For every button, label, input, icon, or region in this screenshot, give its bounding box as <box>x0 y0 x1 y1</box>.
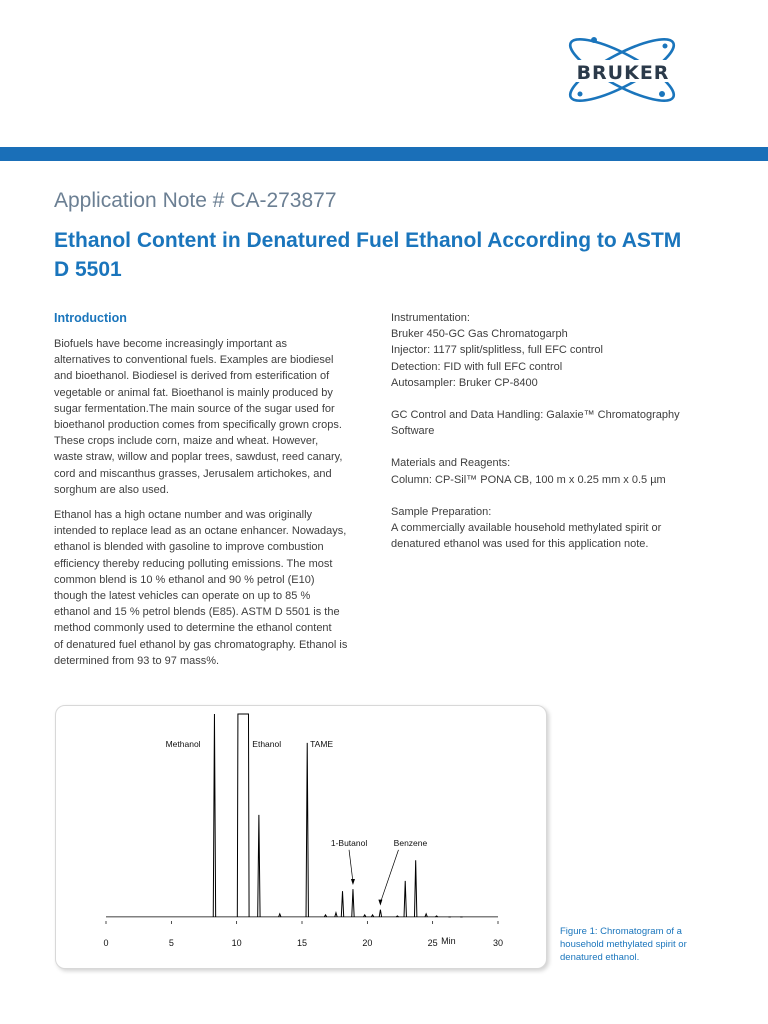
figure-caption <box>560 925 730 964</box>
chromatogram-peak <box>279 914 281 917</box>
introduction-paragraph <box>54 336 384 498</box>
chromatogram-peak <box>352 889 354 917</box>
text-line: efficiency thereby reducing polluting emissions. The most <box>54 557 333 570</box>
materials-block <box>391 455 731 487</box>
chromatogram-peak <box>306 743 308 917</box>
text-line: alternatives to conventional fuels. Examples are biodiesel <box>54 354 334 367</box>
text-line: Injector: 1177 split/splitless, full EFC control <box>391 344 603 357</box>
x-tick-label: 25 <box>427 938 438 948</box>
annotation-arrow <box>380 850 398 903</box>
text-line: common blend is 10 % ethanol and 90 % petrol (E10) <box>54 573 315 586</box>
caption-line: denatured ethanol. <box>560 952 640 963</box>
annotation-arrow <box>349 850 353 882</box>
text-line: Materials and Reagents: <box>391 457 511 470</box>
electron-dot <box>663 44 668 49</box>
text-line: method commonly used to determine the ethanol content <box>54 622 332 635</box>
text-line: Autosampler: Bruker CP-8400 <box>391 376 538 389</box>
text-line: waste straw, willow and poplar trees, sawdust, reed canary, <box>54 451 343 464</box>
chromatogram-peak <box>237 714 249 917</box>
peak-label: 1-Butanol <box>330 837 368 848</box>
chromatogram-peak <box>404 881 406 917</box>
chromatogram-peak <box>425 914 427 917</box>
introduction-section <box>54 310 384 678</box>
text-line: sugar fermentation.The main source of the sugar used for <box>54 402 335 415</box>
chromatogram-peak <box>341 891 343 917</box>
caption-line: Figure 1: Chromatogram of a <box>560 926 682 937</box>
text-line: cord and miscanthus grasses, Jerusalem artichokes, and <box>54 467 332 480</box>
text-line: denatured ethanol was used for this application note. <box>391 538 649 551</box>
text-line: Sample Preparation: <box>391 505 492 518</box>
software-block <box>391 407 731 439</box>
text-line: intended to replace lead as an octane enhancer. Nowadays, <box>54 525 347 538</box>
chromatogram-peak <box>258 815 260 917</box>
chromatogram-peak <box>414 860 416 917</box>
text-line: These crops include corn, maize and wheat. However, <box>54 435 319 448</box>
annotation-arrowhead <box>378 900 382 906</box>
x-tick-label: 30 <box>492 938 504 948</box>
header-band <box>0 147 768 161</box>
text-line: Instrumentation: <box>391 312 470 324</box>
text-line: determined from 93 to 97 mass%. <box>54 654 220 667</box>
x-tick-label: 0 <box>103 938 109 948</box>
x-tick-label: 15 <box>296 938 308 948</box>
chromatogram-peak <box>335 913 337 917</box>
document-title: Ethanol Content in Denatured Fuel Ethanol According to ASTM D 5501 <box>54 229 682 281</box>
introduction-heading: Introduction <box>54 311 127 325</box>
text-line: Bruker 450-GC Gas Chromatogarph <box>391 328 568 341</box>
application-note-number: Application Note # CA-273877 <box>54 189 337 212</box>
peak-label: Ethanol <box>252 738 282 749</box>
instrumentation-block <box>391 310 731 391</box>
chromatogram-peak <box>379 910 381 917</box>
text-line: ethanol is blended with gasoline to improve combustion <box>54 541 324 554</box>
instrumentation-section <box>391 310 731 561</box>
text-line: and bioethanol. Biodiesel is derived from esterification of <box>54 370 330 383</box>
x-tick-label: 10 <box>231 938 242 948</box>
text-line: of denatured fuel ethanol by gas chromatography. Ethanol is <box>54 638 348 651</box>
x-axis-label: Min <box>441 936 456 946</box>
text-line: ethanol and 15 % petrol blends (E85). ASTM D 5501 is the <box>54 606 340 619</box>
text-line: GC Control and Data Handling: Galaxie™ Chromatography <box>391 409 680 422</box>
x-tick-label: 5 <box>168 938 174 948</box>
electron-dot <box>578 92 583 97</box>
chromatogram-peak <box>213 714 215 917</box>
sample-preparation-block <box>391 504 731 553</box>
caption-line: household methylated spirit or <box>560 939 687 950</box>
text-line: A commercially available household methylated spirit or <box>391 522 662 535</box>
text-line: Ethanol has a high octane number and was originally <box>54 509 313 522</box>
text-line: vegetable or animal fat. Bioethanol is mainly produced by <box>54 386 333 399</box>
peak-label: Methanol <box>165 738 201 749</box>
electron-dot <box>591 37 597 43</box>
electron-dot <box>659 91 665 97</box>
introduction-paragraph <box>54 507 384 669</box>
peak-label: Benzene <box>393 837 428 848</box>
text-line: Biofuels have become increasingly important as <box>54 338 287 350</box>
text-line: though the latest vehicles can operate on up to 85 % <box>54 590 311 603</box>
text-line: sorghum are also used. <box>54 483 169 496</box>
chromatogram-figure <box>55 705 547 969</box>
text-line: Detection: FID with full EFC control <box>391 360 563 373</box>
text-line: Software <box>391 425 435 438</box>
chromatogram-chart <box>56 706 546 968</box>
peak-label: TAME <box>310 738 334 749</box>
annotation-arrowhead <box>351 879 355 885</box>
logo-text: BRUKER <box>576 62 670 84</box>
text-line: Column: CP-Sil™ PONA CB, 100 m x 0.25 mm x 0.5 µm <box>391 473 666 486</box>
x-tick-label: 20 <box>362 938 373 948</box>
text-line: bioethanol production comes from specifically grown crops. <box>54 419 342 432</box>
